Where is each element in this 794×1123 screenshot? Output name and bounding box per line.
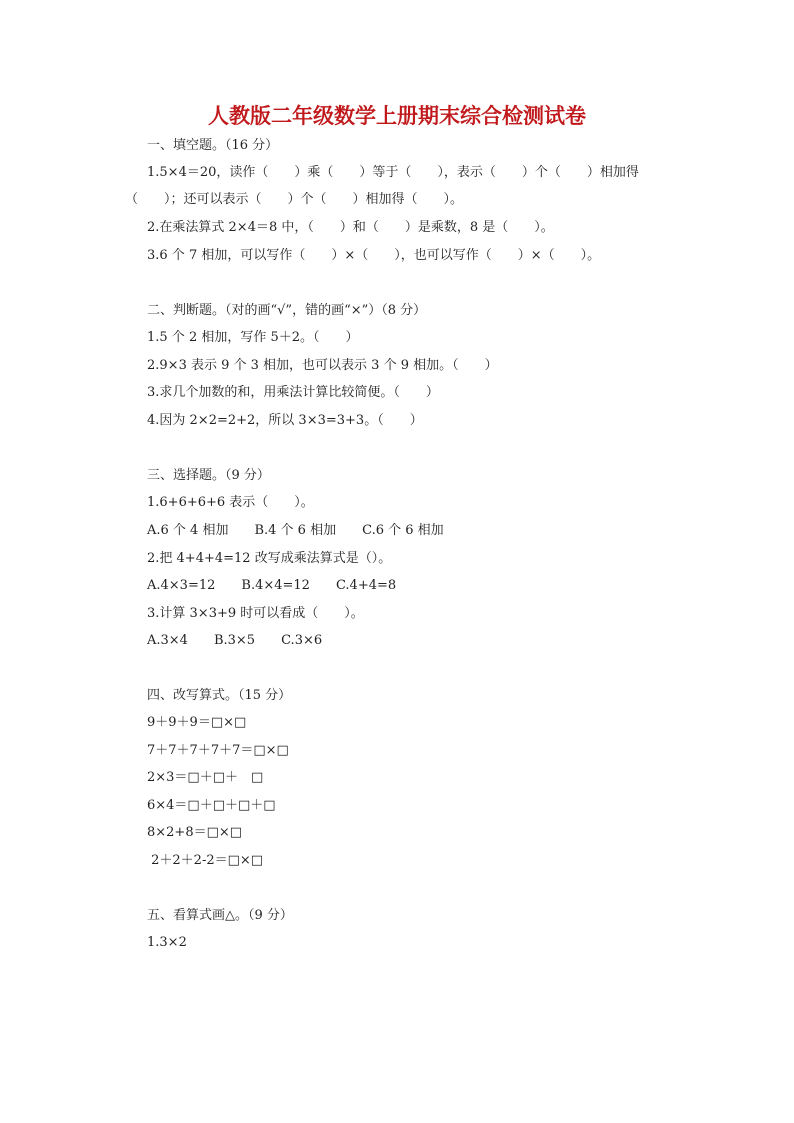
- answer-options: A.4×3=12 B.4×4=12 C.4+4=8: [147, 578, 397, 593]
- question-line: 1.5 个 2 相加，写作 5＋2。（ ）: [147, 330, 359, 345]
- answer-options: A.3×4 B.3×5 C.3×6: [147, 633, 323, 648]
- equation-line: 2＋2＋2-2＝□×□: [147, 853, 264, 868]
- question-line: （ ）；还可以表示（ ）个（ ）相加得（ ）。: [125, 192, 464, 207]
- answer-options: A.6 个 4 相加 B.4 个 6 相加 C.6 个 6 相加: [147, 523, 444, 538]
- page-title: 人教版二年级数学上册期末综合检测试卷: [208, 104, 586, 128]
- equation-line: 9＋9＋9＝□×□: [147, 715, 247, 730]
- question-line: 2.在乘法算式 2×4＝8 中，（ ）和（ ）是乘数，8 是（ ）。: [147, 220, 554, 235]
- equation-line: 6×4＝□＋□＋□＋□: [147, 798, 276, 813]
- section-heading-true-false: 二、判断题。（对的画“√”，错的画“×”）（8 分）: [147, 303, 427, 318]
- section-heading-multiple-choice: 三、选择题。（9 分）: [147, 468, 270, 483]
- question-line: 2.9×3 表示 9 个 3 相加，也可以表示 3 个 9 相加。（ ）: [147, 358, 498, 373]
- section-heading-rewrite: 四、改写算式。（15 分）: [147, 688, 292, 703]
- equation-line: 7＋7＋7＋7＋7＝□×□: [147, 743, 289, 758]
- section-heading-fill-in: 一、填空题。（16 分）: [147, 138, 279, 153]
- equation-line: 2×3＝□＋□＋ □: [147, 770, 264, 785]
- equation-line: 8×2+8＝□×□: [147, 825, 243, 840]
- question-line: 3.6 个 7 相加，可以写作（ ）×（ ），也可以写作（ ）×（ ）。: [147, 248, 601, 263]
- question-line: 1.6+6+6+6 表示（ ）。: [147, 495, 314, 510]
- question-line: 1.5×4＝20，读作（ ）乘（ ）等于（ ），表示（ ）个（ ）相加得: [147, 165, 639, 180]
- section-heading-draw-triangles: 五、看算式画△。（9 分）: [147, 908, 293, 923]
- question-line: 2.把 4+4+4=12 改写成乘法算式是（）。: [147, 551, 392, 566]
- question-line: 4.因为 2×2=2+2，所以 3×3=3+3。（ ）: [147, 413, 423, 428]
- question-line: 3.计算 3×3+9 时可以看成（ ）。: [147, 606, 364, 621]
- question-line: 1.3×2: [147, 935, 187, 950]
- question-line: 3.求几个加数的和，用乘法计算比较简便。（ ）: [147, 385, 439, 400]
